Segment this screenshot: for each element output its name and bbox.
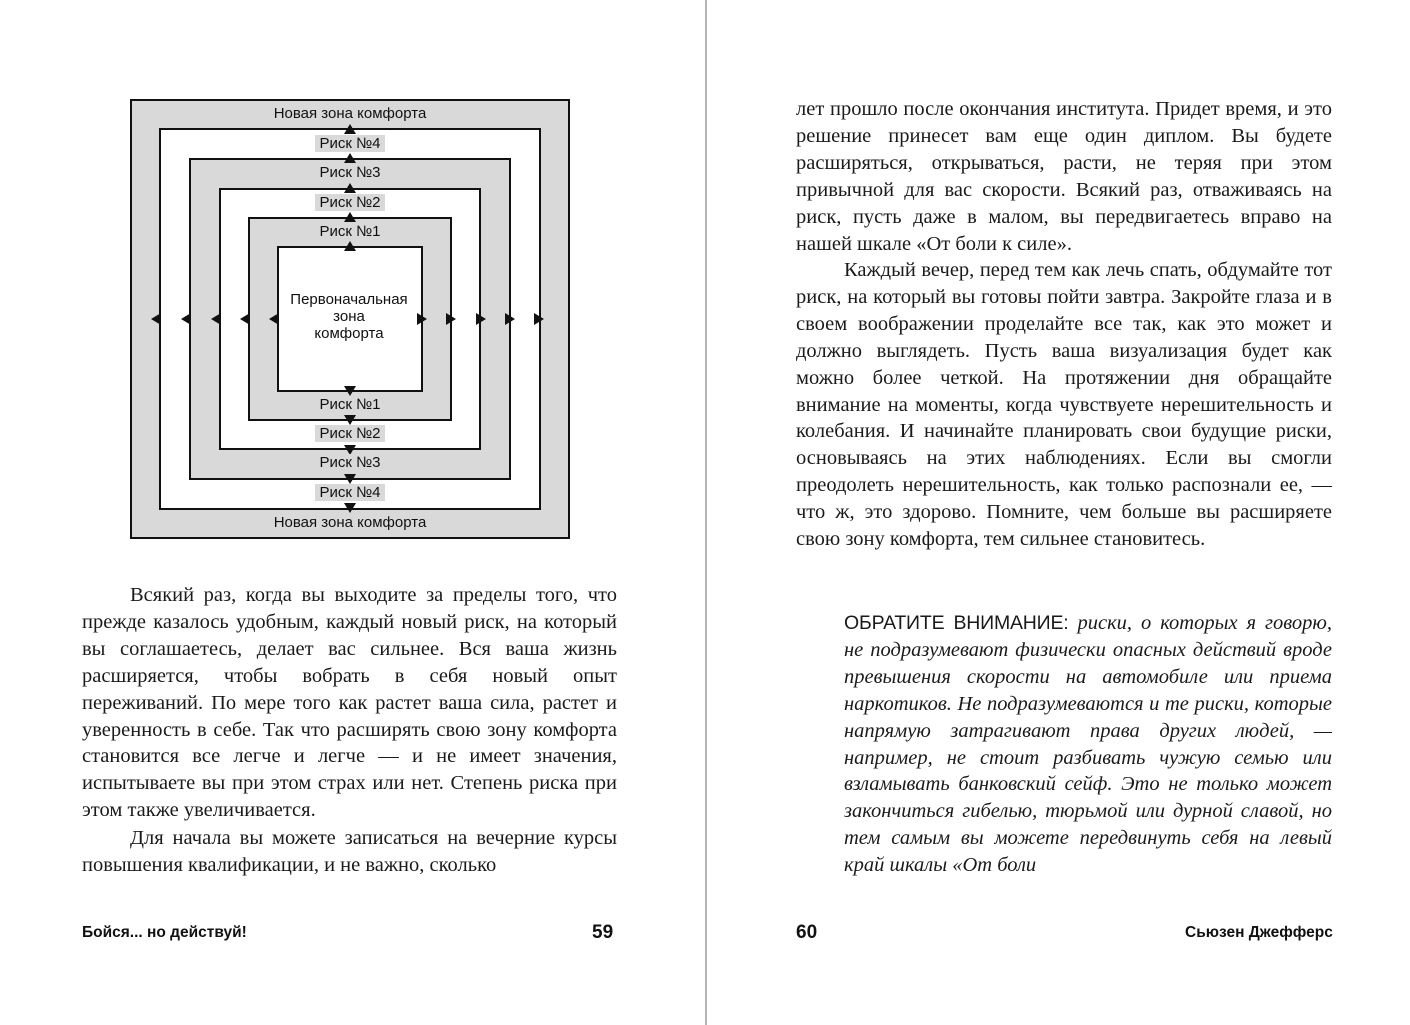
arrow-up-icon bbox=[344, 183, 356, 193]
arrow-up-icon bbox=[344, 153, 356, 163]
attention-note bbox=[844, 610, 1332, 879]
arrow-up-icon bbox=[344, 124, 356, 134]
arrow-left-icon bbox=[181, 313, 191, 325]
arrow-down-icon bbox=[344, 415, 356, 425]
arrow-left-icon bbox=[240, 313, 250, 325]
arrow-right-icon bbox=[505, 313, 515, 325]
arrow-up-icon bbox=[344, 241, 356, 251]
page-number-left: 59 bbox=[592, 922, 614, 943]
attention-note-lead: ОБРАТИТЕ ВНИМАНИЕ: bbox=[844, 612, 1069, 634]
risk-label-top-3: Риск №3 bbox=[130, 164, 570, 182]
risk-label-top-4: Риск №4 bbox=[130, 135, 570, 153]
arrow-up-icon bbox=[344, 212, 356, 222]
running-footer-title: Бойся... но действуй! bbox=[82, 924, 247, 941]
comfort-zone-diagram bbox=[130, 99, 570, 539]
risk-label-bottom-1: Риск №1 bbox=[130, 396, 570, 414]
running-footer-author: Сьюзен Джефферс bbox=[1185, 924, 1333, 941]
zone-label-new-top: Новая зона комфорта bbox=[130, 105, 570, 123]
risk-label-bottom-4: Риск №4 bbox=[130, 484, 570, 502]
page-gutter bbox=[705, 0, 707, 1025]
arrow-down-icon bbox=[344, 474, 356, 484]
arrow-right-icon bbox=[446, 313, 456, 325]
risk-label-top-1: Риск №1 bbox=[130, 223, 570, 241]
risk-label-top-2: Риск №2 bbox=[130, 194, 570, 212]
right-paragraph-2: Каждый вечер, перед тем как лечь спать, обдумайте тот риск, на который вы готовы пойти завтра. Закройте глаза и в своем воображении проделайте все так, как это может и должно выглядеть. Пусть ваша визуализация будет как можно более четкой. На протяжении дня обращайте внимание на моменты, когда чувствуете нерешительность и колебания. И начинайте планировать свои будущие риски, основываясь на этих наблюдениях. Если вы смогли преодолеть нерешительность, как только распознали ее, — что ж, это здорово. Помните, чем больше вы расширяете свою зону комфорта, тем сильнее становитесь. bbox=[796, 259, 1332, 551]
risk-label-bottom-3: Риск №3 bbox=[130, 454, 570, 472]
arrow-right-icon bbox=[534, 313, 544, 325]
page-number-right: 60 bbox=[796, 922, 818, 943]
risk-label-bottom-2: Риск №2 bbox=[130, 425, 570, 443]
left-paragraph-2: Для начала вы можете записаться на вечерние курсы повышения квалификации, и не важно, сколько bbox=[82, 827, 617, 876]
attention-note-text: риски, о которых я говорю, не подразумевают физически опасных действий вроде превышения скорости на автомобиле или приема наркотиков. Не подразумеваются и те риски, которые напрямую затрагивают права других людей, — например, не стоит разбивать чужую семью или взламывать банковский сейф. Это не только может закончиться гибелью, тюрьмой или дурной славой, но тем самым вы можете передвинуть себя на левый край шкалы «От боли bbox=[844, 612, 1332, 877]
arrow-down-icon bbox=[344, 386, 356, 396]
left-paragraph-1: Всякий раз, когда вы выходите за пределы того, что прежде казалось удобным, каждый новый риск, на который вы соглашаетесь, делает вас сильнее. Вся ваша жизнь расширяется, чтобы вобрать в себя новый опыт переживаний. По мере того как растет ваша сила, растет и уверенность в себе. Так что расширять свою зону комфорта становится все легче и легче — и не имеет значения, испытываете вы при этом страх или нет. Степень риска при этом также увеличивается. bbox=[82, 584, 617, 822]
arrow-down-icon bbox=[344, 503, 356, 513]
original-zone-label: Первоначальная зона комфорта bbox=[290, 291, 408, 342]
arrow-left-icon bbox=[151, 313, 161, 325]
arrow-left-icon bbox=[211, 313, 221, 325]
right-paragraph-continued: лет прошло после окончания института. Придет время, и это решение принесет вам еще один диплом. Вы будете расширяться, открываться, расти, не теряя при этом привычной для вас скорости. Всякий раз, отваживаясь на риск, пусть даже в малом, вы передвигаетесь вправо на нашей шкале «От боли к силе». bbox=[796, 98, 1332, 255]
zone-label-new-bottom: Новая зона комфорта bbox=[130, 514, 570, 532]
arrow-right-icon bbox=[476, 313, 486, 325]
